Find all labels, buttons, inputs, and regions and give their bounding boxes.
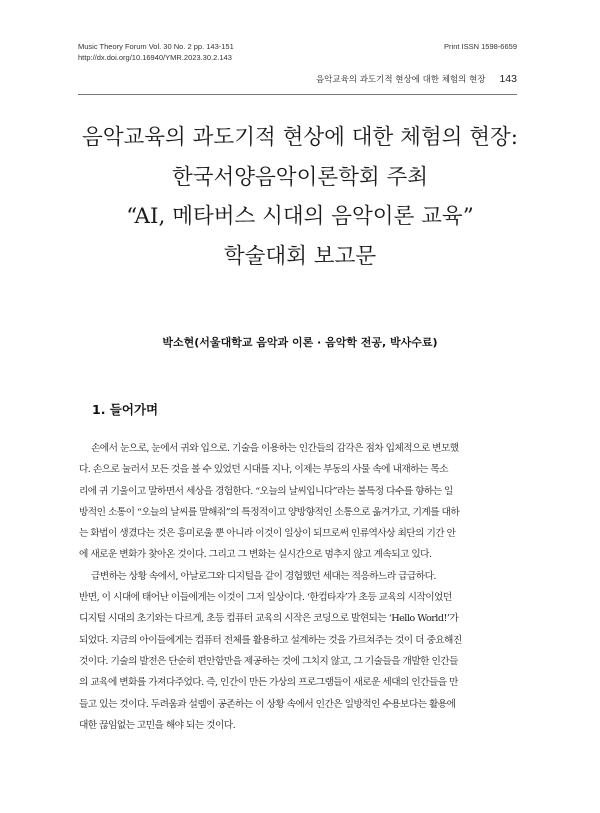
issn: Print ISSN 1598-6659 <box>444 42 517 51</box>
body-text <box>79 438 519 736</box>
journal-citation: Music Theory Forum Vol. 30 No. 2 pp. 143-151 <box>78 42 234 51</box>
body-line: 들고 있는 것이다. 두려움과 설렘이 공존하는 이 상황 속에서 인간은 일방적인 수용보다는 활용에 <box>79 698 456 710</box>
body-line: 방적인 소통이 “오늘의 날씨를 말해줘”의 특정적이고 양방향적인 소통으로 옮겨가고, 기계를 대하 <box>79 506 460 518</box>
section-heading: 1. 들어가며 <box>92 402 159 417</box>
body-line: 되었다. 지금의 아이들에게는 컴퓨터 전체를 활용하고 설계하는 것을 가르쳐주는 것이 더 중요해진 <box>79 634 462 646</box>
title-line-3: “AI, 메타버스 시대의 음악이론 교육” <box>126 204 474 229</box>
page-number: 143 <box>499 73 517 85</box>
body-line: 는 화법이 생겼다는 것은 흥미로울 뿐 아니라 이것이 일상이 되므로써 인류역사상 최단의 기간 안 <box>79 528 456 540</box>
title-line-2: 한국서양음악이론학회 주최 <box>171 164 429 190</box>
body-line: 디지털 시대의 초기와는 다르게, 초등 컴퓨터 교육의 시작은 코딩으로 발현되는 ‘Hello World!’가 <box>79 613 459 625</box>
header-rule <box>78 94 517 95</box>
journal-info <box>78 41 234 63</box>
article-title <box>60 118 540 276</box>
body-line: 것이다. 기술의 발전은 단순히 편안함만을 제공하는 것에 그치지 않고, 그 기술들을 개발한 인간들 <box>79 655 458 667</box>
body-line: 리에 귀 기울이고 말하면서 세상을 경험한다. “오늘의 날씨입니다”라는 불특정 다수를 향하는 일 <box>79 485 453 497</box>
body-line: 급변하는 상황 속에서, 아날로그와 디지털을 같이 경험했던 세대는 적응하느라 급급하다. <box>91 570 436 582</box>
body-line: 반면, 이 시대에 태어난 이들에게는 이것이 그저 일상이다. ‘한컴타자’가 초등 교육의 시작이었던 <box>79 592 452 604</box>
title-line-4: 학술대회 보고문 <box>223 243 377 269</box>
author-line: 박소현(서울대학교 음악과 이론 · 음악학 전공, 박사수료) <box>162 336 438 349</box>
body-line: 다. 손으로 눌러서 모든 것을 볼 수 있었던 시대를 지나, 이제는 부동의 사물 속에 내재하는 목소 <box>79 464 448 476</box>
body-line: 의 교육에 변화를 가져다주었다. 즉, 인간이 만든 가상의 프로그램들이 새로운 세대의 인간들을 만 <box>79 677 458 689</box>
doi-link[interactable]: http://dx.doi.org/10.16940/YMR.2023.30.2.143 <box>78 53 232 62</box>
body-line: 손에서 눈으로, 눈에서 귀와 입으로. 기술을 이용하는 인간들의 감각은 점차 입체적으로 변모했 <box>91 443 459 454</box>
body-line: 에 새로운 변화가 찾아온 것이다. 그리고 그 변화는 실시간으로 멈추지 않고 계속되고 있다. <box>79 549 432 561</box>
running-head-title: 음악교육의 과도기적 현상에 대한 체험의 현장 <box>315 75 486 85</box>
running-head <box>316 73 517 85</box>
title-line-1: 음악교육의 과도기적 현상에 대한 체험의 현장: <box>81 125 519 150</box>
body-line: 대한 끊임없는 고민을 해야 되는 것이다. <box>79 719 236 731</box>
